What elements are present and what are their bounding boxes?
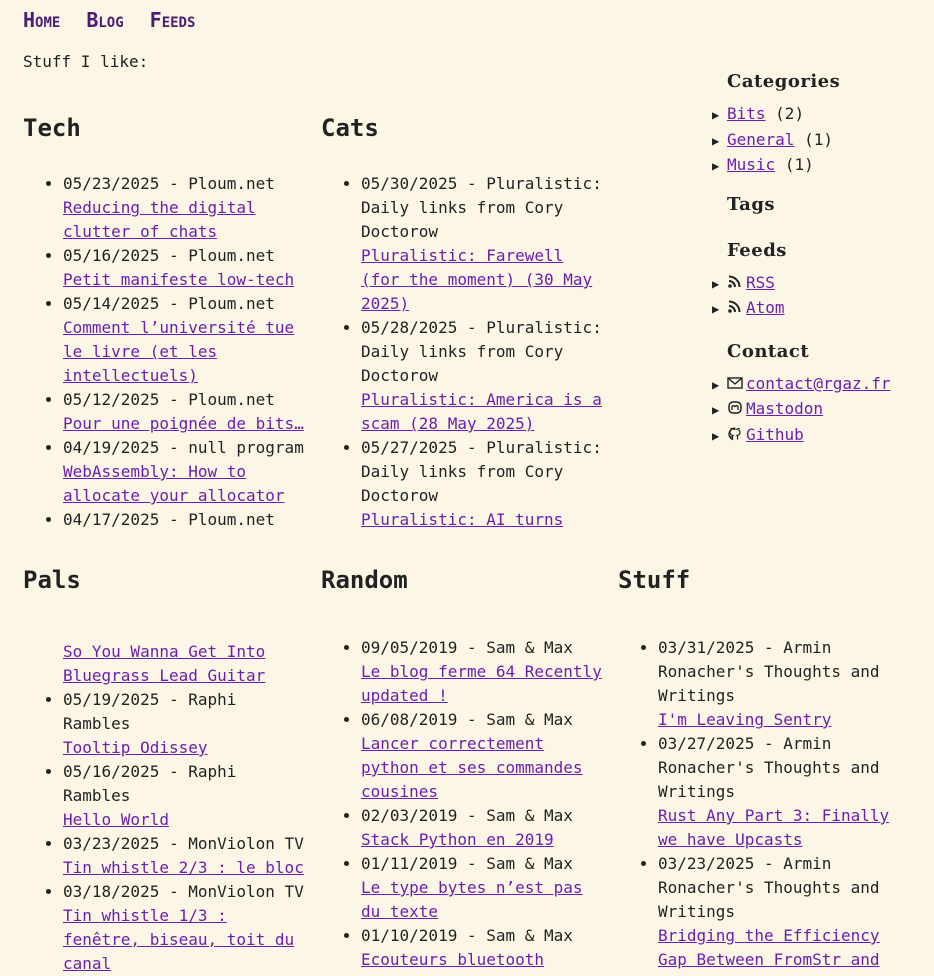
tech-section	[23, 114, 313, 529]
list-item	[361, 436, 611, 532]
list-item	[361, 804, 611, 852]
triangle-right-icon: ▶	[712, 276, 720, 291]
categories-list	[712, 102, 927, 179]
contact-title: Contact	[727, 340, 810, 362]
item-link[interactable]: Le type bytes n’est pas du texte	[361, 878, 583, 921]
item-link[interactable]: Stack Python en 2019	[361, 830, 554, 849]
triangle-right-icon: ▶	[712, 133, 720, 148]
contact-item	[712, 372, 927, 398]
list-item	[361, 316, 611, 436]
random-title: Random	[321, 566, 408, 594]
item-link[interactable]: Petit manifeste low-tech	[63, 270, 295, 289]
contact-link[interactable]: Github	[746, 424, 804, 444]
nav-blog-link[interactable]: Blog	[86, 8, 124, 32]
item-meta: 01/11/2019 - Sam & Max	[361, 854, 573, 873]
pals-title: Pals	[23, 566, 81, 594]
item-link[interactable]: Pluralistic: America is a scam (28 May 2025)	[361, 390, 602, 433]
item-meta: 05/27/2025 - Pluralistic: Daily links from Cory Doctorow	[361, 438, 602, 505]
triangle-right-icon: ▶	[712, 377, 720, 392]
rss-icon	[727, 300, 743, 314]
contact-item	[712, 423, 927, 449]
category-count: (1)	[784, 155, 814, 174]
item-meta: 05/16/2025 - Raphi Rambles	[63, 762, 237, 805]
stuff-title: Stuff	[618, 566, 691, 594]
list-item	[361, 924, 611, 972]
contact-link[interactable]: Mastodon	[746, 399, 824, 418]
top-nav	[23, 8, 195, 32]
tech-title: Tech	[23, 114, 81, 142]
cats-title: Cats	[321, 114, 379, 142]
triangle-right-icon: ▶	[712, 403, 720, 417]
item-meta: 03/23/2025 - MonViolon TV	[63, 834, 304, 853]
item-meta: 06/08/2019 - Sam & Max	[361, 710, 573, 729]
list-item	[658, 852, 908, 972]
item-meta: 05/16/2025 - Ploum.net	[63, 246, 275, 265]
item-meta: 03/31/2025 - Armin Ronacher's Thoughts and Writings	[658, 638, 880, 705]
item-link[interactable]: Lancer correctement python et ses commandes cousines	[361, 734, 583, 801]
item-meta: 04/17/2025 - Ploum.net	[63, 510, 275, 529]
item-meta: 03/23/2025 - Armin Ronacher's Thoughts and Writings	[658, 854, 880, 921]
list-item	[63, 880, 313, 976]
item-link[interactable]: Ecouteurs bluetooth	[361, 950, 545, 969]
category-link[interactable]: General	[727, 129, 795, 149]
item-meta: 05/19/2025 - Raphi Rambles	[63, 690, 237, 733]
item-meta: 05/23/2025 - Ploum.net	[63, 174, 275, 193]
item-meta: 05/30/2025 - Pluralistic: Daily links from Cory Doctorow	[361, 174, 602, 241]
pals-list	[23, 640, 313, 976]
rss-icon	[727, 275, 743, 289]
tags-title: Tags	[727, 193, 776, 215]
pals-section	[23, 566, 313, 976]
item-meta: 09/05/2019 - Sam & Max	[361, 638, 573, 657]
item-meta: 02/03/2019 - Sam & Max	[361, 806, 573, 825]
item-link[interactable]: Comment l’université tue le livre (et les intellectuels)	[63, 318, 295, 385]
list-item	[63, 292, 313, 388]
feeds-title: Feeds	[727, 239, 787, 261]
item-link[interactable]: Pluralistic: Farewell (for the moment) (30 May 2025)	[361, 246, 593, 313]
random-section	[321, 566, 611, 976]
sidebar	[712, 66, 927, 448]
triangle-right-icon: ▶	[712, 302, 720, 316]
item-meta: 01/10/2019 - Sam & Max	[361, 926, 573, 945]
list-item	[63, 832, 313, 880]
item-link[interactable]: Rust Any Part 3: Finally we have Upcasts	[658, 806, 890, 849]
item-meta: 03/18/2025 - MonViolon TV	[63, 882, 304, 901]
category-link[interactable]: Music	[727, 155, 776, 174]
item-link[interactable]: Bridging the Efficiency Gap Between FromStr and	[658, 926, 880, 969]
mail-icon	[727, 376, 743, 390]
intro-text: Stuff I like:	[23, 52, 149, 71]
item-meta: 05/14/2025 - Ploum.net	[63, 294, 275, 313]
contact-link[interactable]: contact@rgaz.fr	[746, 373, 891, 393]
item-link[interactable]: Tin whistle 1/3 : fenêtre, biseau, toit du canal	[63, 906, 295, 973]
cats-list	[321, 172, 611, 532]
item-link[interactable]: Reducing the digital clutter of chats	[63, 198, 256, 241]
item-link[interactable]: Tooltip Odissey	[63, 738, 208, 757]
item-link[interactable]: So You Wanna Get Into Bluegrass Lead Guitar	[63, 642, 266, 685]
tech-list	[23, 172, 313, 532]
contact-list	[712, 372, 927, 449]
categories-title: Categories	[727, 71, 841, 92]
list-item	[63, 508, 313, 532]
cats-section	[321, 114, 611, 542]
list-item	[658, 636, 908, 732]
item-meta: 04/19/2025 - null program	[63, 438, 304, 457]
item-link[interactable]: Le blog ferme 64 Recently updated !	[361, 662, 602, 705]
category-item	[712, 128, 927, 154]
item-link[interactable]: Tin whistle 2/3 : le bloc	[63, 858, 304, 877]
triangle-right-icon: ▶	[712, 159, 720, 173]
category-link[interactable]: Bits	[727, 104, 766, 123]
github-icon	[727, 427, 743, 441]
triangle-right-icon: ▶	[712, 428, 720, 443]
category-count: (2)	[775, 104, 805, 123]
feed-item	[712, 271, 927, 297]
list-item	[63, 388, 313, 436]
list-item	[63, 244, 313, 292]
nav-feeds-link[interactable]: Feeds	[149, 8, 196, 32]
stuff-section	[618, 566, 908, 976]
list-item	[63, 760, 313, 832]
category-count: (1)	[804, 129, 833, 149]
feed-item	[712, 296, 927, 322]
item-link[interactable]: Pour une poignée de bits…	[63, 414, 304, 433]
list-item	[63, 172, 313, 244]
stuff-list	[618, 636, 908, 972]
list-item	[63, 436, 313, 508]
random-list	[321, 636, 611, 972]
list-item	[361, 172, 611, 316]
item-meta: 05/12/2025 - Ploum.net	[63, 390, 275, 409]
item-link[interactable]: Hello World	[63, 810, 169, 829]
item-link[interactable]: WebAssembly: How to allocate your allocator	[63, 462, 285, 505]
list-item	[658, 732, 908, 852]
category-item	[712, 153, 927, 179]
mastodon-icon	[727, 401, 743, 415]
list-item	[361, 708, 611, 804]
feed-link[interactable]: Atom	[746, 298, 785, 317]
list-item	[361, 852, 611, 924]
item-meta: 05/28/2025 - Pluralistic: Daily links from Cory Doctorow	[361, 318, 602, 385]
triangle-right-icon: ▶	[712, 108, 720, 122]
item-meta: 03/27/2025 - Armin Ronacher's Thoughts and Writings	[658, 734, 880, 801]
list-item	[63, 640, 313, 688]
feeds-list	[712, 271, 927, 322]
item-link[interactable]: Pluralistic: AI turns	[361, 510, 564, 529]
feed-link[interactable]: RSS	[746, 272, 775, 292]
contact-item	[712, 397, 927, 423]
list-item	[63, 688, 313, 760]
nav-home-link[interactable]: Home	[23, 8, 61, 32]
item-link[interactable]: I'm Leaving Sentry	[658, 710, 832, 729]
list-item	[361, 636, 611, 708]
category-item	[712, 102, 927, 128]
